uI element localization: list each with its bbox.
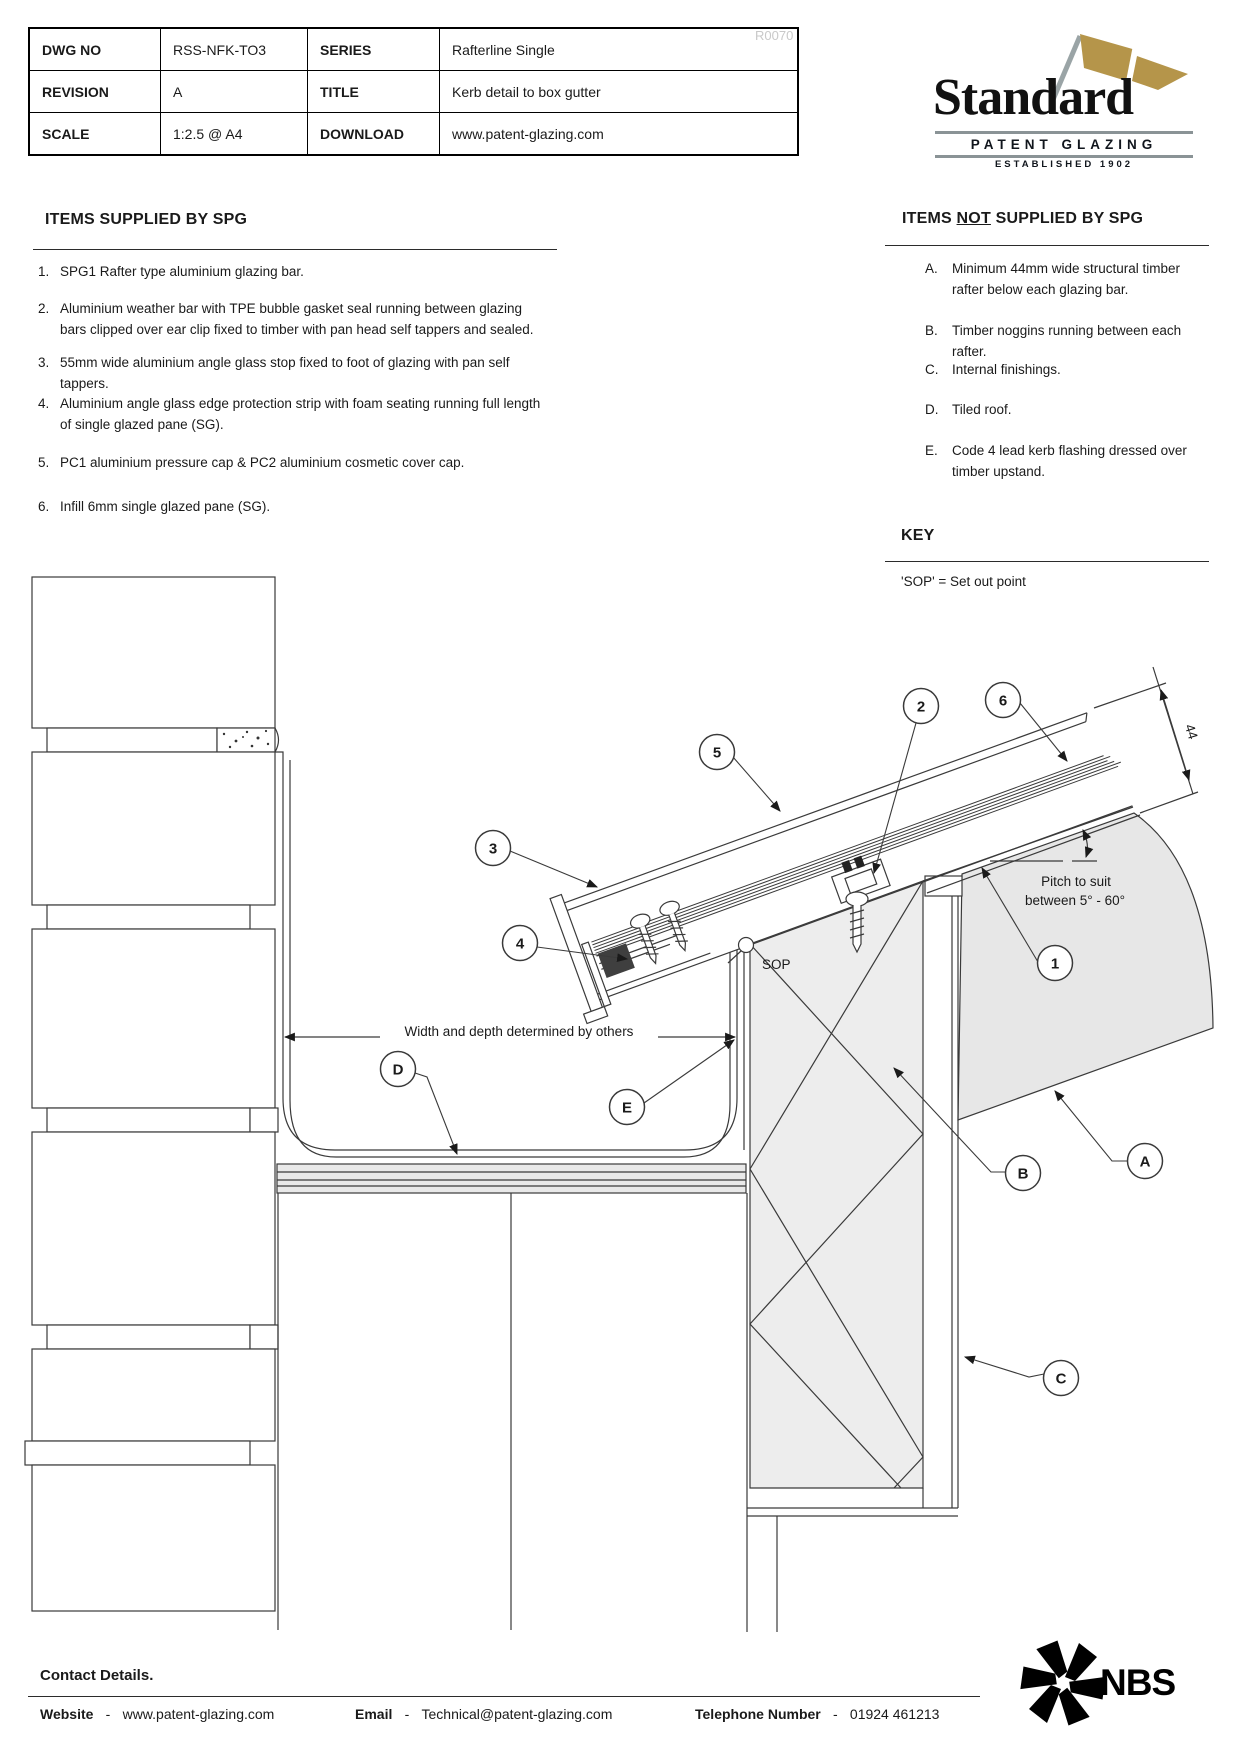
item-number: 3. <box>38 355 50 370</box>
download-link[interactable]: www.patent-glazing.com <box>439 113 797 154</box>
website-label: Website <box>40 1706 94 1722</box>
item-text: PC1 aluminium pressure cap & PC2 aluminium cosmetic cover cap. <box>60 455 465 470</box>
nbs-logo-icon <box>1018 1637 1108 1729</box>
item-text: Infill 6mm single glazed pane (SG). <box>60 499 271 514</box>
item-text: Aluminium angle glass edge protection strip with foam seating running full length of single glazed pane (SG). <box>60 396 541 432</box>
dim-44 <box>1094 667 1198 813</box>
heading-part: SUPPLIED BY SPG <box>990 210 1144 227</box>
revision-label: REVISION <box>42 83 109 100</box>
callout-4-label: 4 <box>515 935 525 953</box>
item-letter: C. <box>925 362 939 377</box>
foam-seating <box>598 943 635 978</box>
watermark-code: R0070 <box>755 28 794 43</box>
email-label: Email <box>355 1706 393 1722</box>
key-heading: KEY <box>901 527 935 544</box>
callout-E-label: E <box>621 1099 633 1117</box>
item-text: 55mm wide aluminium angle glass stop fixed to foot of glazing with pan self tappers. <box>60 355 510 391</box>
separator: - <box>404 1706 410 1722</box>
pitch-note-line1: Pitch to suit <box>1041 874 1111 889</box>
callout-A-label: A <box>1139 1153 1151 1171</box>
item-number: 2. <box>38 301 50 316</box>
item-number: 5. <box>38 455 50 470</box>
lead-flashing-lining <box>290 760 730 1157</box>
scale-label: SCALE <box>42 125 90 142</box>
heading-part: ITEMS <box>902 210 957 227</box>
item-text: Tiled roof. <box>952 402 1012 417</box>
revision-value: A <box>160 71 307 112</box>
brand-subtitle: PATENT GLAZING <box>970 137 1158 152</box>
item-text: Internal finishings. <box>952 362 1061 377</box>
sop-label: SOP <box>762 957 791 972</box>
separator: - <box>105 1706 111 1722</box>
item-text: Minimum 44mm wide structural timber rafter below each glazing bar. <box>952 261 1181 297</box>
internal-finishing-board <box>925 876 962 1508</box>
nbs-logo-text: NBS <box>1100 1662 1176 1703</box>
glass-stop-plate <box>550 894 605 1018</box>
scale-value: 1:2.5 @ A4 <box>160 113 307 154</box>
item-number: 4. <box>38 396 50 411</box>
dim-44-label: 44 <box>1181 722 1201 742</box>
callout-3-label: 3 <box>488 840 498 858</box>
item-text: Code 4 lead kerb flashing dressed over timber upstand. <box>952 443 1187 479</box>
series-value: Rafterline Single <box>439 29 797 70</box>
box-gutter <box>275 752 747 1632</box>
item-letter: D. <box>925 402 939 417</box>
separator: - <box>833 1706 838 1722</box>
wall-section <box>25 577 279 1611</box>
pitch-note-line2: between 5° - 60° <box>1024 893 1126 908</box>
callout-C-label: C <box>1055 1370 1067 1388</box>
contact-details-heading: Contact Details. <box>40 1667 154 1684</box>
item-letter: B. <box>925 323 938 338</box>
item-text: Aluminium weather bar with TPE bubble gasket seal running between glazing bars clipped over ear clip fixed to timber with pan head self tappers and sealed. <box>60 301 534 337</box>
email-link[interactable]: Technical@patent-glazing.com <box>421 1706 613 1722</box>
footer-phone <box>695 1706 939 1724</box>
item-letter: A. <box>925 261 938 276</box>
title-label: TITLE <box>307 71 439 112</box>
tiled-roof-mass <box>958 813 1213 1120</box>
brand-established: ESTABLISHED 1902 <box>994 159 1134 170</box>
callout-2-label: 2 <box>916 698 926 716</box>
title-value: Kerb detail to box gutter <box>439 71 797 112</box>
callout-B-label: B <box>1017 1165 1029 1183</box>
download-label: DOWNLOAD <box>307 113 439 154</box>
callout-D-label: D <box>392 1061 404 1079</box>
item-number: 1. <box>38 264 50 279</box>
website-link[interactable]: www.patent-glazing.com <box>122 1706 275 1722</box>
key-entry: 'SOP' = Set out point <box>901 574 1026 589</box>
phone-number: 01924 461213 <box>849 1706 940 1722</box>
item-letter: E. <box>925 443 938 458</box>
item-number: 6. <box>38 499 50 514</box>
brand-name: Standard <box>933 69 1134 126</box>
timber-kerb-upstand <box>747 881 958 1632</box>
gutter-support-boards <box>277 1164 746 1193</box>
heading-part-underlined: NOT <box>956 210 991 227</box>
callout-1-label: 1 <box>1050 955 1060 973</box>
footer-rule <box>28 1696 980 1697</box>
dwg-no-value: RSS-NFK-TO3 <box>160 29 307 70</box>
supplied-heading: ITEMS SUPPLIED BY SPG <box>45 211 248 228</box>
phone-label: Telephone Number <box>695 1706 821 1722</box>
footer-website <box>40 1706 274 1724</box>
footer-email <box>355 1706 612 1724</box>
dwg-no-label: DWG NO <box>42 41 102 58</box>
series-label: SERIES <box>307 29 439 70</box>
width-note: Width and depth determined by others <box>404 1024 634 1039</box>
callout-6-label: 6 <box>998 692 1008 710</box>
item-text: SPG1 Rafter type aluminium glazing bar. <box>60 264 304 279</box>
item-text: Timber noggins running between each rafter. <box>952 323 1182 359</box>
mortar-joint <box>217 728 279 752</box>
callout-5-label: 5 <box>712 744 722 762</box>
